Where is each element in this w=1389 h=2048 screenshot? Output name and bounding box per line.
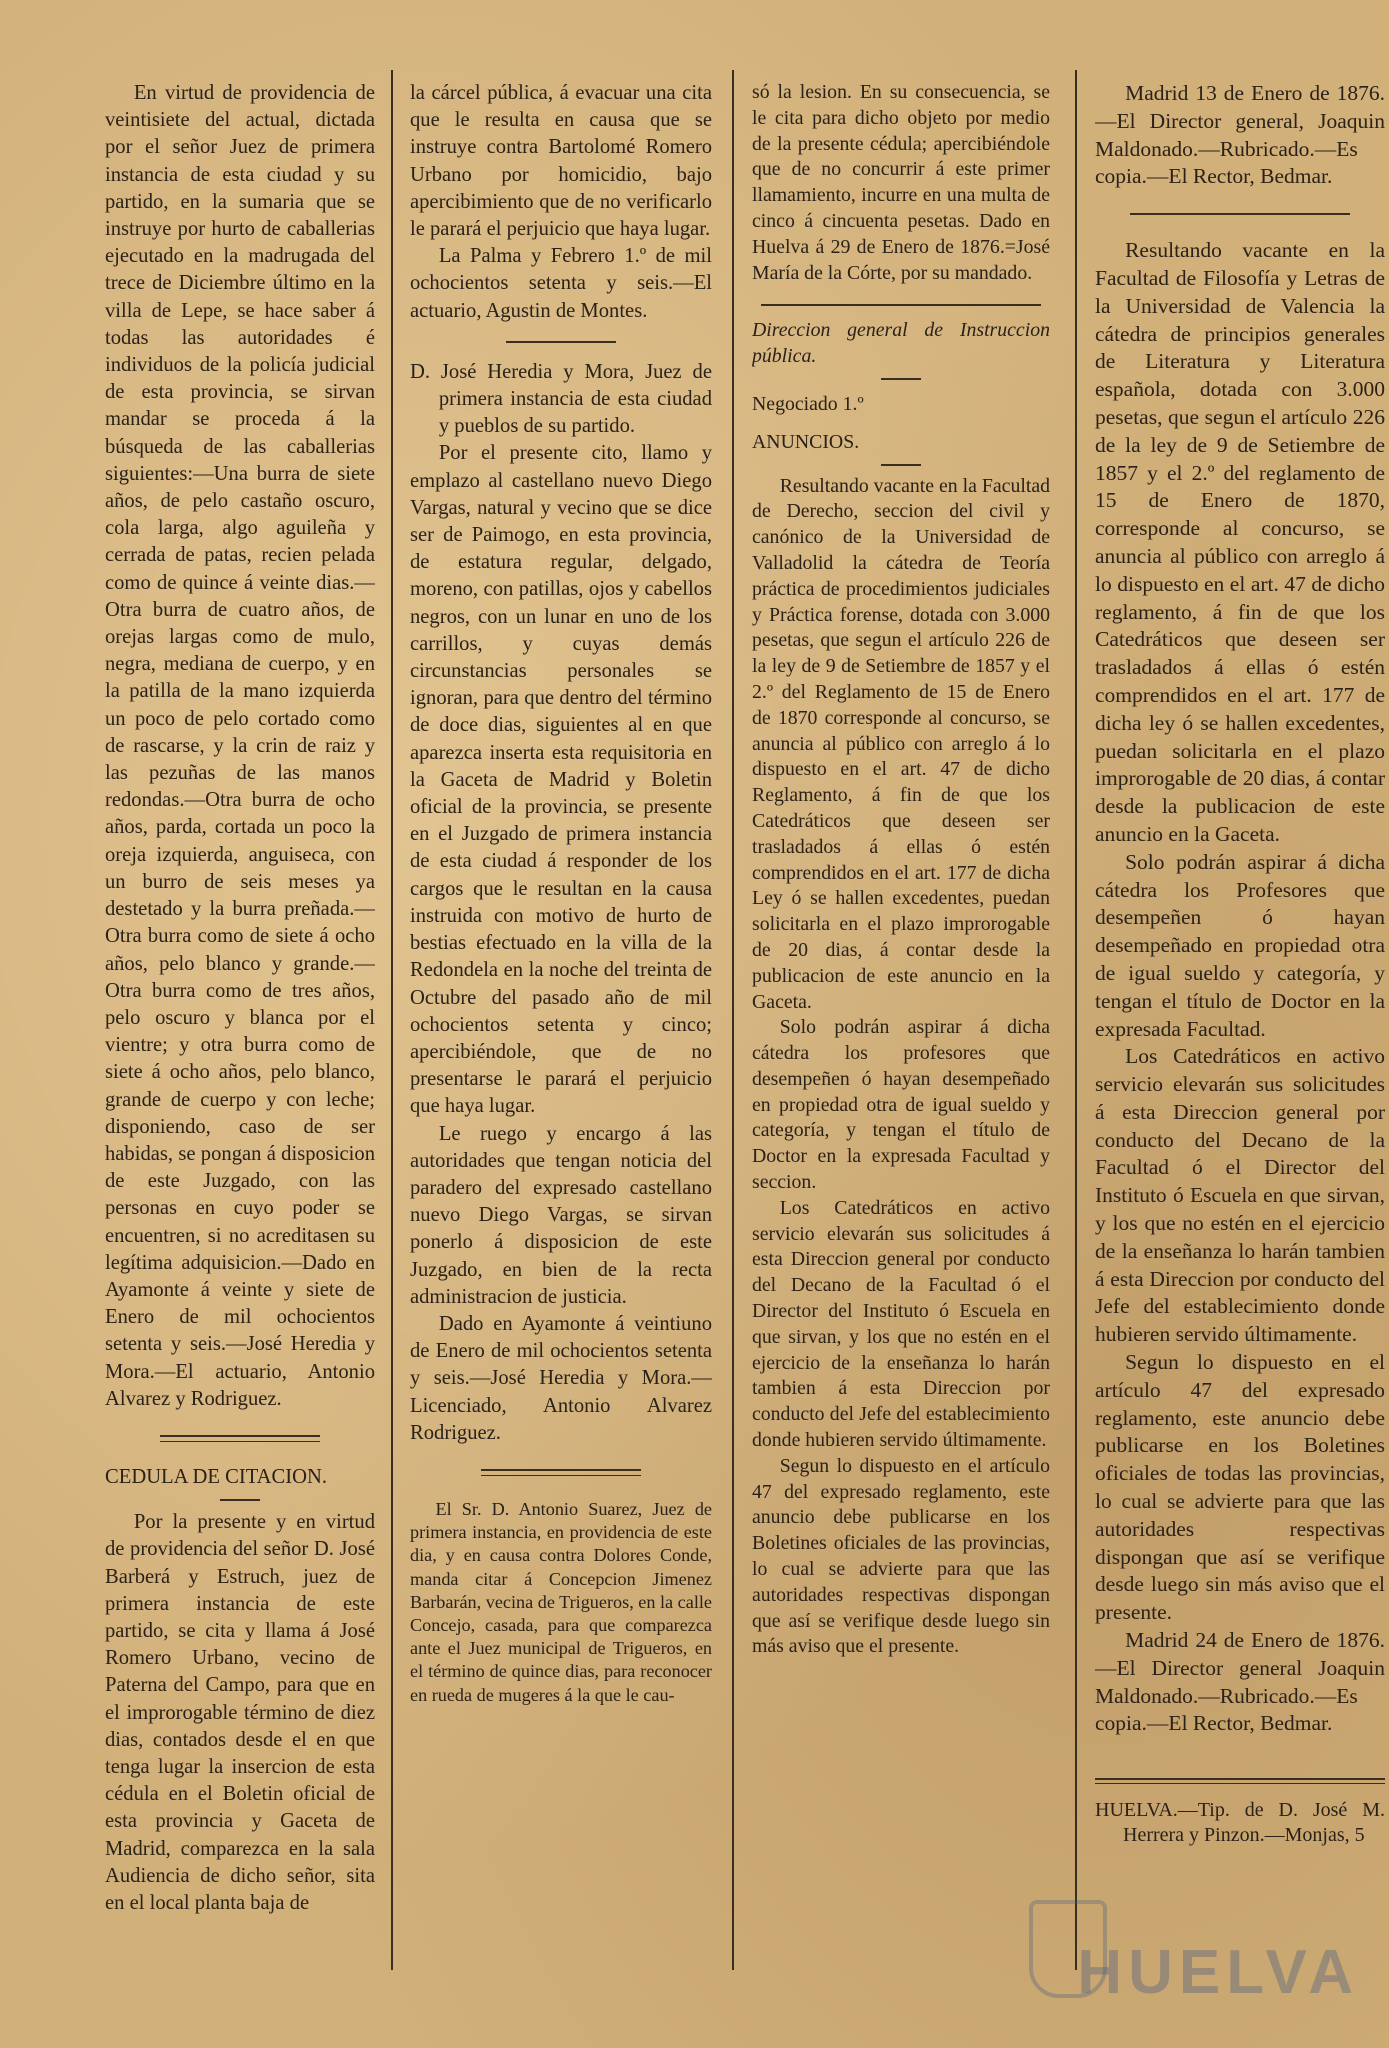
anuncios-heading: ANUNCIOS. <box>752 430 860 453</box>
separator <box>506 341 616 343</box>
direccion-heading: Direccion general de Instruccion pública. <box>752 319 1050 368</box>
negociado-heading: Negociado 1.º <box>752 392 864 415</box>
footer-rule <box>1095 1778 1385 1784</box>
column-2 <box>410 80 712 1707</box>
separator <box>160 1435 320 1442</box>
madrid-signoff-13: Madrid 13 de Enero de 1876.—El Director general, Joaquin Maldonado.—Rubricado.—Es copia.—El Rector, Bedmar. <box>1095 81 1385 189</box>
cedula-continuation: la cárcel pública, á evacuar una cita que le resulta en causa que se instruye contra Bartolomé Romero Urbano por homicidio, bajo apercibimiento que de no verificarlo le parará el perjuicio que haya lugar. <box>410 82 712 241</box>
column-rule-1 <box>391 70 393 1970</box>
library-watermark-stamp <box>1029 1868 1359 2008</box>
separator <box>220 1499 260 1501</box>
anuncio-solicitudes: Los Catedráticos en activo servicio elevarán sus solicitudes á esta Direccion general por conducto del Decano de la Facultad ó el Director del Instituto ó Escuela en que sirvan, y los que no estén en el ejercicio de la enseñanza lo harán tambien á esta Direccion por conducto del Jefe del establecimiento donde hubieren servido últimamente. <box>752 1196 1050 1452</box>
valencia-solicitudes: Los Catedráticos en activo servicio elevarán sus solicitudes á esta Direccion general por conducto del Decano de la Facultad ó el Director del Instituto ó Escuela en que sirvan, y los que no estén en el ejercicio de la enseñanza lo harán tambien á esta Direccion por conducto del Jefe del establecimiento donde hubieren servido últimamente. <box>1095 1044 1385 1347</box>
separator <box>1130 213 1350 215</box>
judge-heading: D. José Heredia y Mora, Juez de primera instancia de esta ciudad y pueblos de su partido. <box>410 360 712 438</box>
anuncio-aspirantes: Solo podrán aspirar á dicha cátedra los profesores que desempeñen ó hayan desempeñado en propiedad otra de igual sueldo y categoría, y tengan el título de Doctor en la expresada Facultad y seccion. <box>752 1016 1050 1194</box>
edict-caballerias: En virtud de providencia de veintisiete del actual, dictada por el señor Juez de primera instancia de esta ciudad y su partido, en la sumaria que se instruye por hurto de caballerias ejecutado en la madrugada del trece de Diciembre último en la villa de Lepe, se hace saber á todas las autoridades é individuos de la policía judicial de esta provincia, se sirvan mandar se proceda á la búsqueda de las caballerias siguientes:—Una burra de siete años, de pelo castaño oscuro, cola larga, algo aguileña y cerrada de patas, recien pelada como de quince á veinte dias.—Otra burra de cuatro años, de orejas largas como de mulo, negra, mediana de cuerpo, y en la patilla de la mano izquierda un poco de pelo cortado como de rascarse, y la crin de raiz y las pezuñas de las manos redondas.—Otra burra de ocho años, parda, cortada un poco la oreja izquierda, anguiseca, con un burro de seis meses ya destetado y la burra preñada.—Otra burra como de siete á ocho años, pelo blanco y grande.—Otra burra como de tres años, pelo oscuro y blanca por el vientre; y otra burra como de siete á ocho años, pelo blanco, grande de cuerpo y con leche; disponiendo, caso de ser habidas, se pongan á disposicion de este Juzgado, con las personas en cuyo poder se encuentren, si no acreditasen su legítima adquisicion.—Dado en Ayamonte á veinte y siete de Enero de mil ochocientos setenta y seis.—José Heredia y Mora.—El actuario, Antonio Alvarez y Rodriguez. <box>105 82 375 1410</box>
valencia-publicacion: Segun lo dispuesto en el artículo 47 del expresado reglamento, este anuncio debe publicarse en los Boletines oficiales de todas las provincias, lo cual se advierte para que las autoridades respectivas dispongan que así se verifique desde luego sin más aviso que el presente. <box>1095 1350 1385 1625</box>
column-4 <box>1095 80 1385 1848</box>
suarez-citation: El Sr. D. Antonio Suarez, Juez de primera instancia, en providencia de este dia, y en causa contra Dolores Conde, manda citar á Concepcion Jimenez Barbarán, vecina de Trigueros, en la calle Concejo, casada, para que comparezca ante el Juez municipal de Trigueros, en el término de quince dias, para reconocer en rueda de mugeres á la que le cau- <box>410 1498 712 1705</box>
column-rule-3 <box>1075 70 1077 1970</box>
shield-icon <box>1029 1900 1107 1998</box>
heading-cedula-citacion: CEDULA DE CITACION. <box>105 1465 328 1488</box>
separator <box>881 378 921 380</box>
valencia-aspirantes: Solo podrán aspirar á dicha cátedra los Profesores que desempeñen ó hayan desempeñado en propiedad otra de igual sueldo y categoría, y tengan el título de Doctor en la expresada Facultad. <box>1095 849 1385 1041</box>
column-rule-2 <box>732 70 734 1970</box>
column-1 <box>105 80 375 1917</box>
requisitoria-text: Por el presente cito, llamo y emplazo al castellano nuevo Diego Vargas, natural y vecino que se dice ser de Paimogo, en esta provincia, de estatura regular, delgado, moreno, con patillas, ojos y cabellos negros, con un lunar en uno de los carrillos, y cuyas demás circunstancias personales se ignoran, para que dentro del término de doce dias, siguientes al en que aparezca inserta esta requisitoria en la Gaceta de Madrid y Boletin oficial de la provincia, se presente en el Juzgado de primera instancia de esta ciudad á responder de los cargos que le resultan en la causa instruida con motivo de hurto de bestias efectuado en la villa de la Redondela en la noche del treinta de Octubre del pasado año de mil ochocientos setenta y cinco; apercibiéndole, que de no presentarse le parará el perjuicio que haya lugar. <box>410 442 712 1118</box>
requisitoria-signoff: Dado en Ayamonte á veintiuno de Enero de mil ochocientos setenta y seis.—José Heredia y Mora.—Licenciado, Antonio Alvarez Rodriguez. <box>410 1312 712 1444</box>
anuncio-valladolid: Resultando vacante en la Facultad de Derecho, seccion del civil y canónico de la Universidad de Valladolid la cátedra de Teoría práctica de procedimientos judiciales y Práctica forense, dotada con 3.000 pesetas, que segun el artículo 226 de la ley de 9 de Setiembre de 1857 y el 2.º del Reglamento de 15 de Enero de 1870 corresponde al concurso, se anuncia al público con arreglo á lo dispuesto en el art. 47 de dicho Reglamento, á fin de que los Catedráticos que deseen ser trasladados á ellas ó estén comprendidos en el art. 177 de dicha Ley ó se hallen excedentes, puedan solicitarla en el plazo improrogable de 20 dias, á contar desde la publicacion de este anuncio en la Gaceta. <box>752 474 1050 1013</box>
separator <box>881 464 921 466</box>
requisitoria-request: Le ruego y encargo á las autoridades que tengan noticia del paradero del expresado castellano nuevo Diego Vargas, se sirvan ponerlo á disposicion de este Juzgado, en bien de la recta administracion de justicia. <box>410 1122 712 1308</box>
citation-continuation: só la lesion. En su consecuencia, se le cita para dicho objeto por medio de la presente cédula; apercibiéndole que de no concurrir á este primer llamamiento, incurre en una multa de cinco á cincuenta pesetas. Dado en Huelva á 29 de Enero de 1876.=José María de la Córte, por su mandado. <box>752 81 1050 284</box>
anuncio-publicacion: Segun lo dispuesto en el artículo 47 del expresado reglamento, este anuncio debe publicarse en los Boletines oficiales de las provincias, lo cual se advierte para que las autoridades respectivas dispongan que así se verifique desde luego sin más aviso que el presente. <box>752 1454 1050 1658</box>
column-3 <box>752 80 1050 1660</box>
separator <box>481 1469 641 1476</box>
madrid-signoff-24: Madrid 24 de Enero de 1876.—El Director general Joaquin Maldonado.—Rubricado.—Es copia.—El Rector, Bedmar. <box>1095 1628 1385 1736</box>
separator <box>761 304 1041 306</box>
printer-imprint: HUELVA.—Tip. de D. José M. Herrera y Pinzon.—Monjas, 5 <box>1095 1799 1385 1847</box>
anuncio-valencia: Resultando vacante en la Facultad de Filosofía y Letras de la Universidad de Valencia la cátedra de principios generales de Literatura y Literatura española, dotada con 3.000 pesetas, que segun el artículo 226 de la ley de 9 de Setiembre de 1857 y el 2.º del reglamento de 15 de Enero de 1870, corresponde al concurso, se anuncia al público con arreglo á lo dispuesto en el art. 47 de dicho reglamento, á fin de que los Catedráticos que deseen ser trasladados á ellas ó estén comprendidos en el art. 177 de dicha ley ó se hallen excedentes, puedan solicitarla en el plazo improrogable de 20 dias, á contar desde la publicacion de este anuncio en la Gaceta. <box>1095 238 1385 846</box>
watermark-text: HUELVA <box>1077 1938 1359 2007</box>
la-palma-signoff: La Palma y Febrero 1.º de mil ochocientos setenta y seis.—El actuario, Agustin de Montes. <box>410 245 712 322</box>
cedula-text: Por la presente y en virtud de providencia del señor D. José Barberá y Estruch, juez de primera instancia de este partido, se cita y llama á José Romero Urbano, vecino de Paterna del Campo, para que en el improrogable término de diez dias, contados desde el en que tenga lugar la insercion de esta cédula en el Boletin oficial de esta provincia y Gaceta de Madrid, comparezca en la sala Audiencia de dicho señor, sita en el local planta baja de <box>105 1511 375 1914</box>
